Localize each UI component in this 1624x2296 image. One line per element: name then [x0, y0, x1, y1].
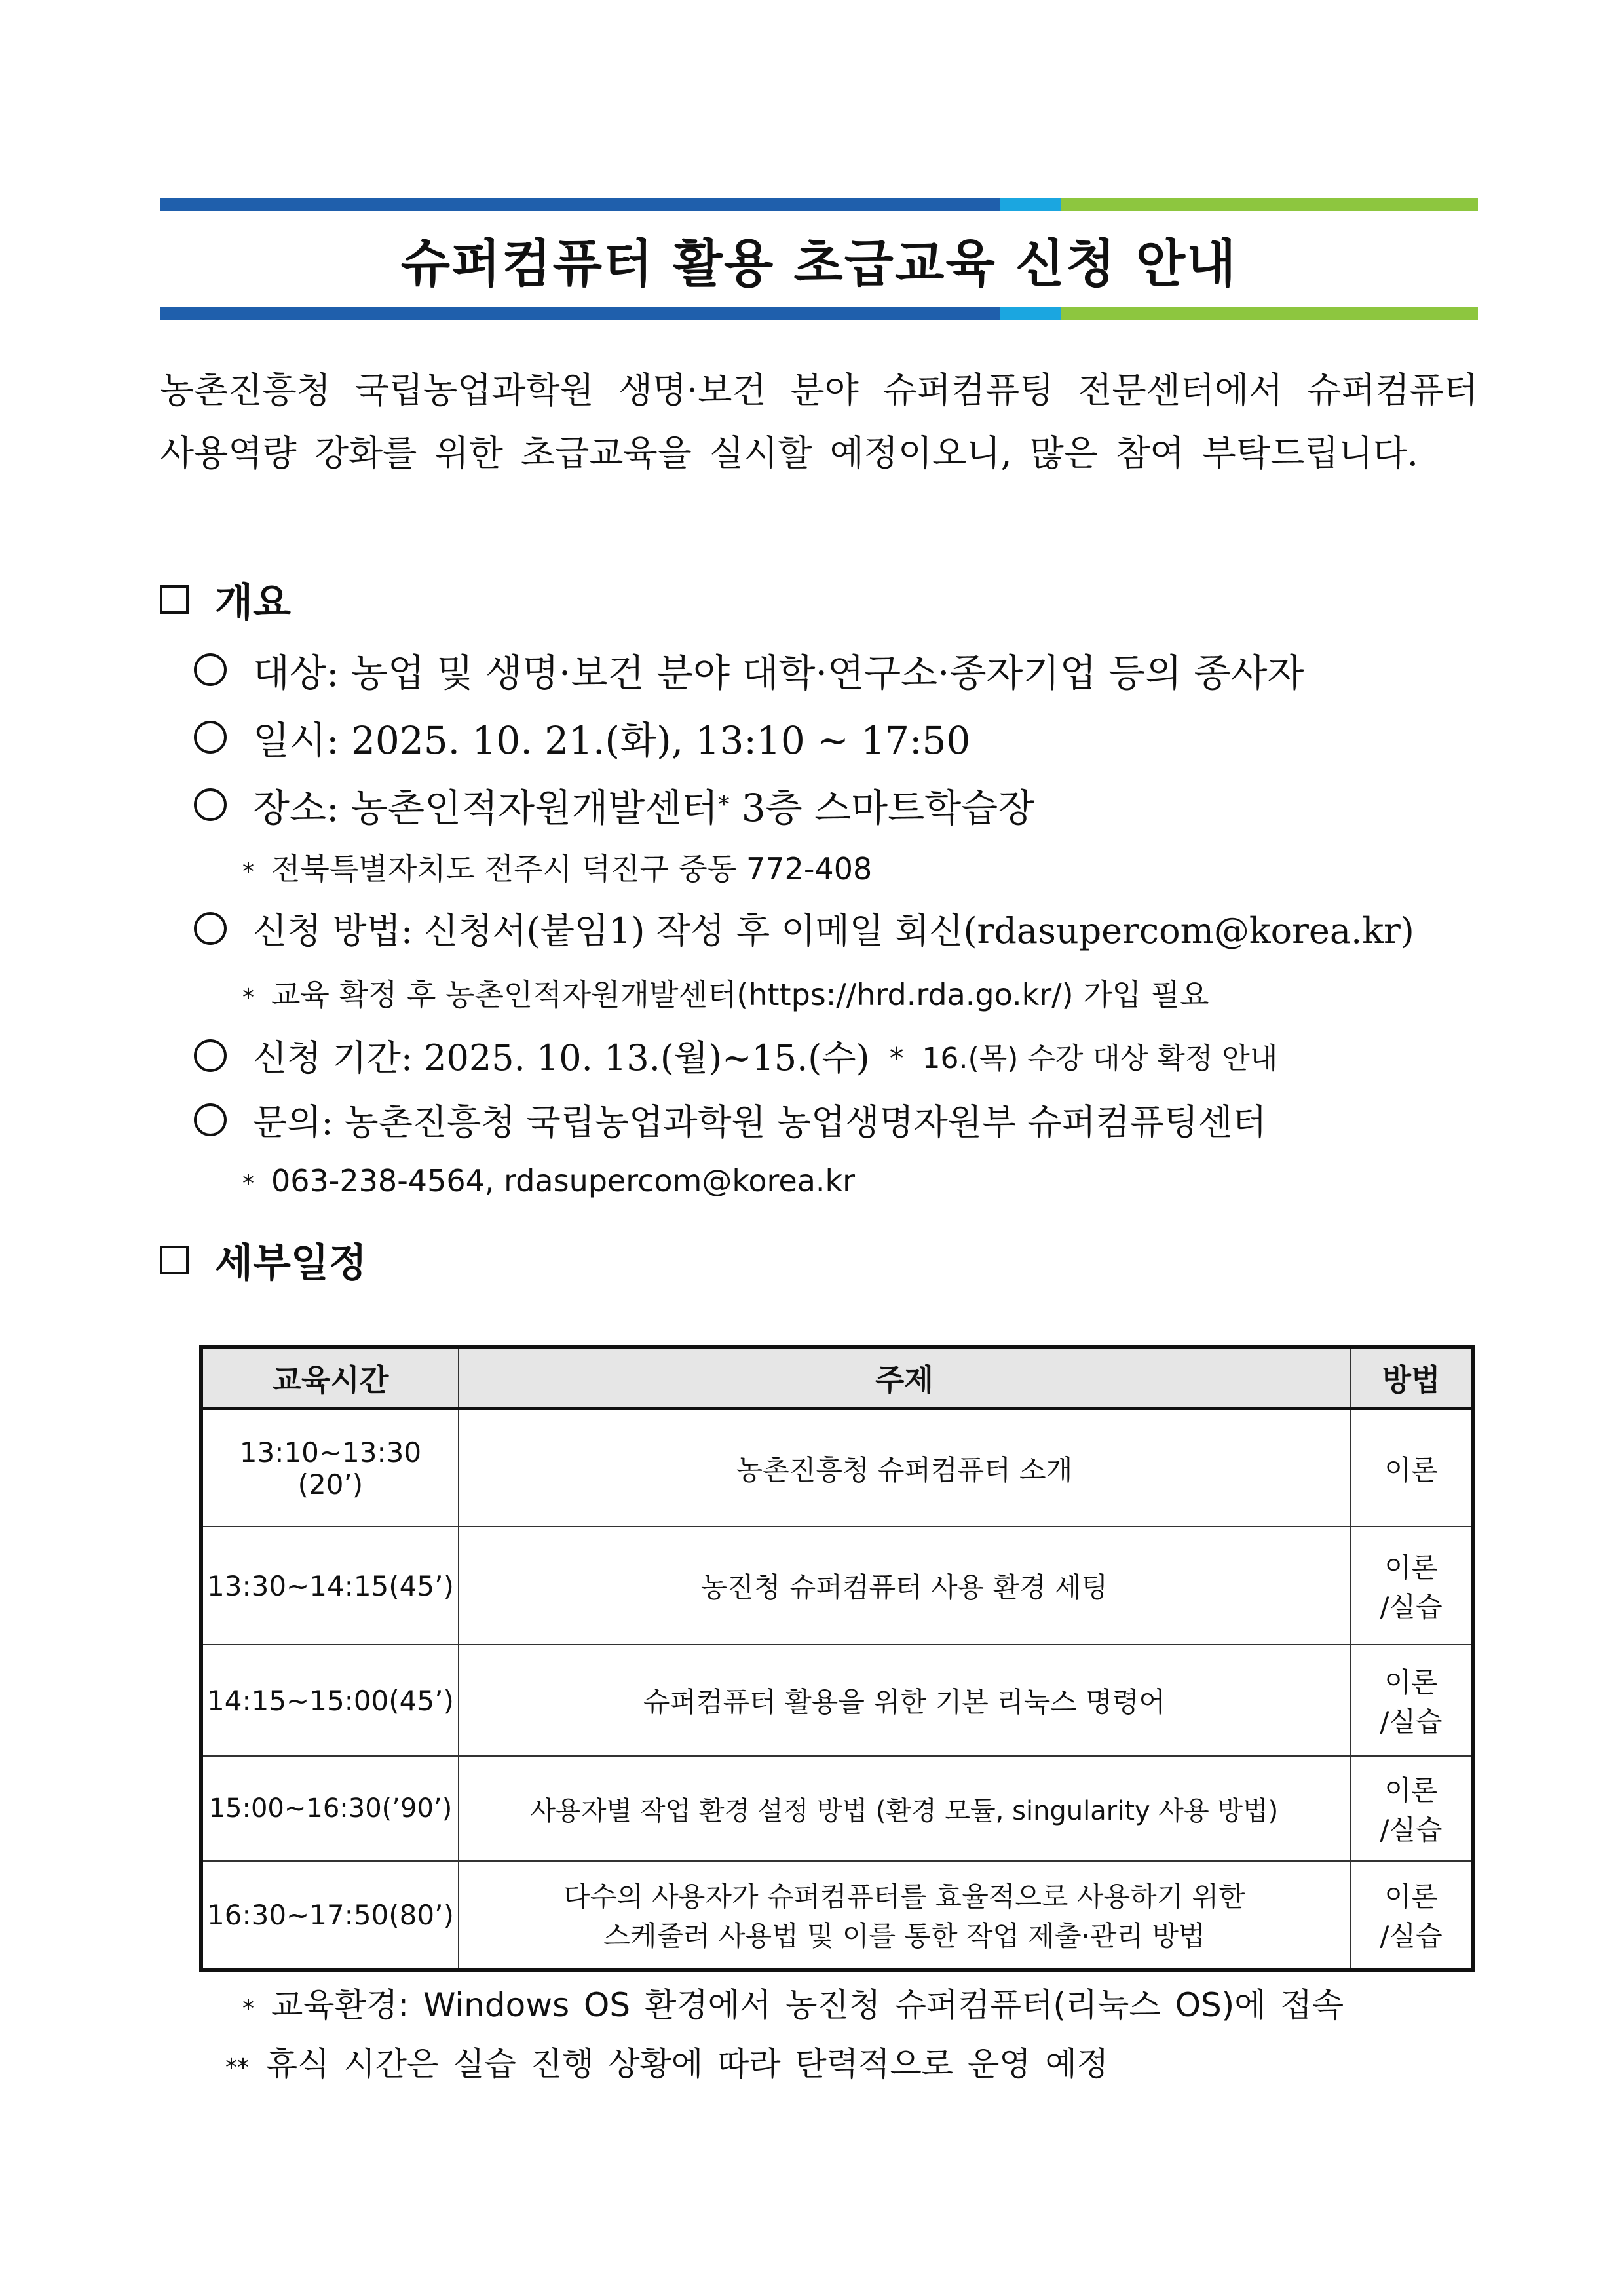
apply-period-item: 신청 기간: 2025. 10. 13.(월)~15.(수) * 16.(목) 수강 대상 확정 안내	[194, 1030, 1277, 1081]
schedule-table	[199, 1345, 1475, 1972]
page-title: 슈퍼컴퓨터 활용 초급교육 신청 안내	[400, 235, 1237, 294]
row-method: 이론 /실습	[1350, 1861, 1473, 1970]
apply-method-item: 신청 방법: 신청서(붙임1) 작성 후 이메일 회신(rdasupercom@korea.kr)	[194, 903, 1414, 953]
row-topic: 농촌진흥청 슈퍼컴퓨터 소개	[459, 1409, 1350, 1527]
row-method: 이론 /실습	[1350, 1527, 1473, 1645]
circle-bullet-icon	[194, 912, 227, 945]
table-row	[201, 1861, 1473, 1970]
footnote-environment: * 교육환경: Windows OS 환경에서 농진청 슈퍼컴퓨터(리눅스 OS)에 접속	[242, 1986, 1344, 2024]
row-method: 이론 /실습	[1350, 1645, 1473, 1756]
table-row	[201, 1527, 1473, 1645]
row-time: 15:00~16:30(’90’)	[201, 1756, 459, 1861]
checkbox-icon	[160, 585, 189, 614]
circle-bullet-icon	[194, 653, 227, 686]
row-topic: 다수의 사용자가 슈퍼컴퓨터를 효율적으로 사용하기 위한 스케줄러 사용법 및 이를 통한 작업 제출·관리 방법	[459, 1861, 1350, 1970]
circle-bullet-icon	[194, 788, 227, 821]
contact-note: * 063-238-4564, rdasupercom@korea.kr	[242, 1163, 856, 1198]
overview-heading: 개요	[160, 571, 291, 628]
top-rule	[160, 198, 1478, 211]
circle-bullet-icon	[194, 721, 227, 754]
contact-item: 문의: 농촌진흥청 국립농업과학원 농업생명자원부 슈퍼컴퓨팅센터	[194, 1094, 1266, 1145]
header-time: 교육시간	[201, 1347, 459, 1409]
intro-paragraph: 농촌진흥청 국립농업과학원 생명·보건 분야 슈퍼컴퓨팅 전문센터에서 슈퍼컴퓨터 사용역량 강화를 위한 초급교육을 실시할 예정이오니, 많은 참여 부탁드립니다.	[160, 370, 1478, 474]
header-method: 방법	[1350, 1347, 1473, 1409]
table-row	[201, 1409, 1473, 1527]
row-time: 16:30~17:50(80’)	[201, 1861, 459, 1970]
row-topic: 슈퍼컴퓨터 활용을 위한 기본 리눅스 명령어	[459, 1645, 1350, 1756]
footnote-break: ** 휴식 시간은 실습 진행 상황에 따라 탄력적으로 운영 예정	[225, 2045, 1109, 2083]
place-item: 장소: 농촌인적자원개발센터 * 3층 스마트학습장	[194, 777, 1034, 832]
checkbox-icon	[160, 1246, 189, 1274]
apply-note: * 교육 확정 후 농촌인적자원개발센터(https://hrd.rda.go.kr/) 가입 필요	[242, 977, 1209, 1012]
row-method: 이론	[1350, 1409, 1473, 1527]
header-topic: 주제	[459, 1347, 1350, 1409]
table-header-row	[201, 1347, 1473, 1409]
bottom-rule	[160, 307, 1478, 320]
place-note: * 전북특별자치도 전주시 덕진구 중동 772-408	[242, 851, 873, 887]
row-topic: 농진청 슈퍼컴퓨터 사용 환경 세팅	[459, 1527, 1350, 1645]
row-method: 이론 /실습	[1350, 1756, 1473, 1861]
row-time: 13:10~13:30 (20’)	[201, 1409, 459, 1527]
datetime-item: 일시: 2025. 10. 21.(화), 13:10 ~ 17:50	[194, 710, 970, 765]
circle-bullet-icon	[194, 1103, 227, 1136]
schedule-heading: 세부일정	[160, 1232, 367, 1288]
row-topic: 사용자별 작업 환경 설정 방법 (환경 모듈, singularity 사용 방법)	[459, 1756, 1350, 1861]
row-time: 13:30~14:15(45’)	[201, 1527, 459, 1645]
table-row	[201, 1756, 1473, 1861]
row-time: 14:15~15:00(45’)	[201, 1645, 459, 1756]
circle-bullet-icon	[194, 1039, 227, 1072]
table-row	[201, 1645, 1473, 1756]
target-item: 대상: 농업 및 생명·보건 분야 대학·연구소·종자기업 등의 종사자	[194, 642, 1304, 697]
